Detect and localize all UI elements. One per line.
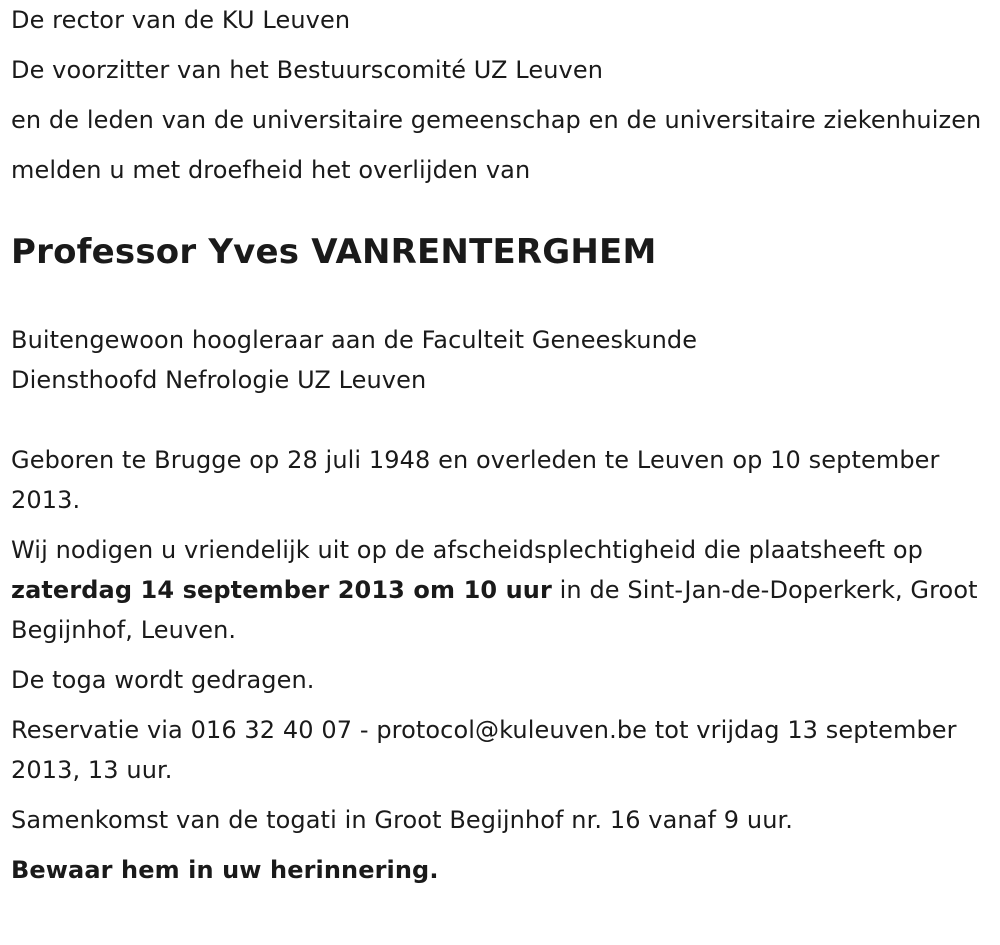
reservation-info: Reservatie via 016 32 40 07 - protocol@kuleuven.be tot vrijdag 13 september 2013, 13 uur.: [11, 716, 957, 784]
death-notice: [11, 0, 986, 890]
ceremony-datetime: zaterdag 14 september 2013 om 10 uur: [11, 576, 552, 604]
invitation-text-start: Wij nodigen u vriendelijk uit op de afscheidsplechtigheid die plaatsheeft op: [11, 536, 923, 564]
dress-code: De toga wordt gedragen.: [11, 666, 315, 694]
role-professor: Buitengewoon hoogleraar aan de Faculteit Geneeskunde: [11, 326, 698, 354]
gathering-info: Samenkomst van de togati in Groot Begijnhof nr. 16 vanaf 9 uur.: [11, 806, 794, 834]
role-department-head: Diensthoofd Nefrologie UZ Leuven: [11, 366, 427, 394]
announcement-intro: melden u met droefheid het overlijden van: [11, 156, 531, 184]
announcer-chairman: De voorzitter van het Bestuurscomité UZ Leuven: [11, 56, 604, 84]
announcer-community: en de leden van de universitaire gemeenschap en de universitaire ziekenhuizen: [11, 106, 982, 134]
announcer-rector: De rector van de KU Leuven: [11, 6, 351, 34]
birth-death-details: Geboren te Brugge op 28 juli 1948 en overleden te Leuven op 10 september 2013.: [11, 446, 940, 514]
closing-line: Bewaar hem in uw herinnering.: [11, 856, 439, 884]
ceremony-invitation: [11, 530, 986, 650]
deceased-name: Professor Yves VANRENTERGHEM: [11, 232, 657, 272]
invitation-text-end: in de Sint-Jan-de-Doperkerk, Groot Begijnhof, Leuven.: [11, 576, 978, 644]
